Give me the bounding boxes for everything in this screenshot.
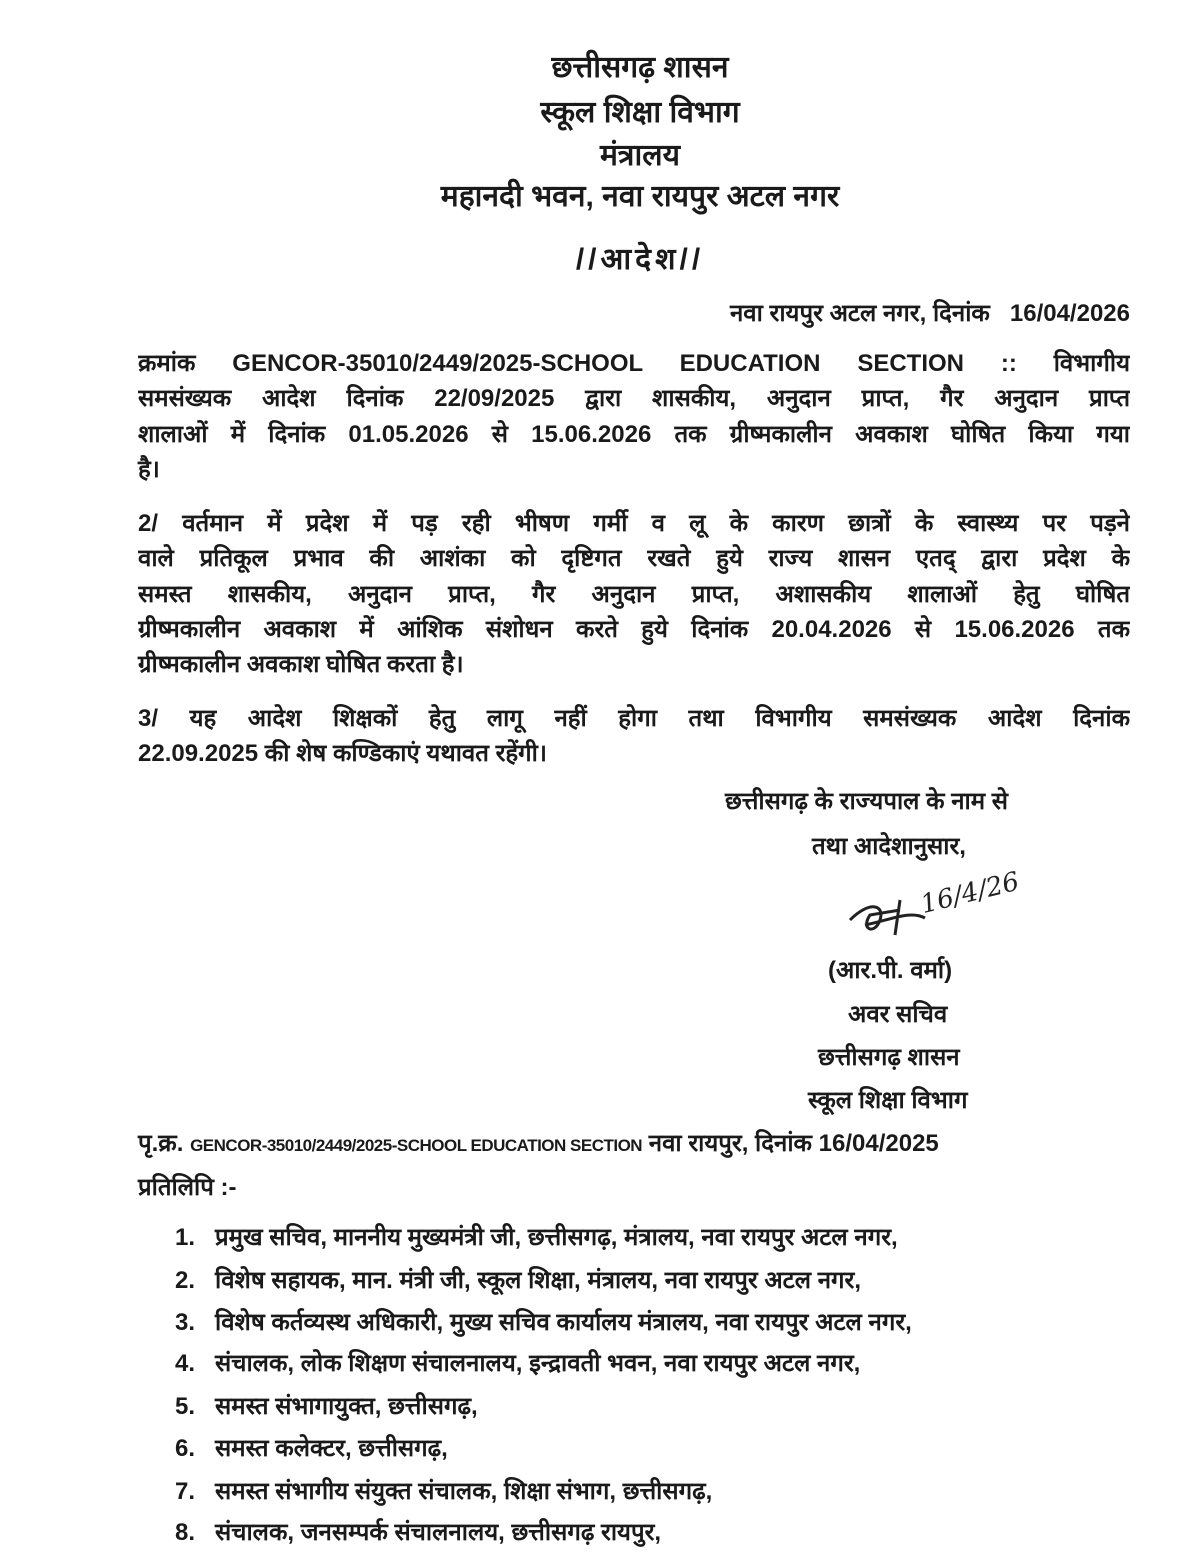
item-text: समस्त कलेक्टर, छत्तीसगढ़, [215,1435,448,1462]
authority-line-2: तथा आदेशानुसार, [812,833,966,860]
item-number: 6. [175,1435,196,1462]
signatory-designation: अवर सचिव [848,1001,948,1028]
copy-reference: GENCOR-35010/2449/2025-SCHOOL EDUCATION SECTION [190,1136,643,1155]
copy-reference-line [138,1126,1130,1159]
authority-line-1: छत्तीसगढ़ के राज्यपाल के नाम से [725,788,1008,815]
item-number: 1. [175,1224,196,1251]
para1-line: समसंख्यक आदेश दिनांक 22/09/2025 द्वारा शासकीय, अनुदान प्राप्त, गैर अनुदान प्राप्त [138,385,1130,412]
item-number: 2. [175,1267,196,1294]
para2-line: 2/ वर्तमान में प्रदेश में पड़ रही भीषण गर्मी व लू के कारण छात्रों के स्वास्थ्य पर पड़ने [138,510,1130,537]
copy-list-item [175,1431,448,1464]
header-ministry: मंत्रालय [599,139,680,172]
copy-prefix: पृ.क्र. [138,1130,184,1157]
date-line: नवा रायपुर अटल नगर, दिनांक 16/04/2026 [729,300,1130,327]
item-number: 5. [175,1393,196,1420]
header-address: महानदी भवन, नवा रायपुर अटल नगर [440,180,840,213]
copy-list-item [175,1220,898,1253]
header-department: स्कूल शिक्षा विभाग [540,96,740,129]
item-text: समस्त संभागीय संयुक्त संचालक, शिक्षा संभाग, छत्तीसगढ़, [215,1478,713,1505]
signature-date: 16/4/26 [917,866,1023,920]
signatory-name: (आर.पी. वर्मा) [828,957,953,984]
item-number: 4. [175,1350,196,1377]
copy-list-item [175,1305,912,1338]
item-number: 3. [175,1309,196,1336]
copy-list-item [175,1515,661,1548]
para2-line: ग्रीष्मकालीन अवकाश घोषित करता है। [138,651,464,678]
para1-line: क्रमांक GENCOR-35010/2449/2025-SCHOOL EDUCATION SECTION :: विभागीय [138,350,1130,377]
item-text: प्रमुख सचिव, माननीय मुख्यमंत्री जी, छत्तीसगढ़, मंत्रालय, नवा रायपुर अटल नगर, [215,1224,898,1251]
para2-line: समस्त शासकीय, अनुदान प्राप्त, गैर अनुदान प्राप्त, अशासकीय शालाओं हेतु घोषित [138,581,1130,608]
item-text: विशेष कर्तव्यस्थ अधिकारी, मुख्य सचिव कार्यालय मंत्रालय, नवा रायपुर अटल नगर, [215,1309,912,1336]
copy-list-item [175,1389,478,1422]
para1-line: शालाओं में दिनांक 01.05.2026 से 15.06.2026 तक ग्रीष्मकालीन अवकाश घोषित किया गया [138,421,1130,448]
copy-label: प्रतिलिपि :- [138,1174,237,1201]
signatory-department: स्कूल शिक्षा विभाग [808,1087,968,1114]
item-number: 7. [175,1478,196,1505]
header-government: छत्तीसगढ़ शासन [551,51,729,84]
para3-line: 22.09.2025 की शेष कण्डिकाएं यथावत रहेंगी। [138,740,547,767]
signatory-government: छत्तीसगढ़ शासन [818,1044,960,1071]
order-title: //आदेश// [575,243,705,276]
item-text: विशेष सहायक, मान. मंत्री जी, स्कूल शिक्षा, मंत्रालय, नवा रायपुर अटल नगर, [215,1267,862,1294]
item-text: समस्त संभागायुक्त, छत्तीसगढ़, [215,1393,478,1420]
copy-list-item [175,1474,712,1507]
copy-list-item [175,1263,861,1296]
item-number: 8. [175,1519,196,1546]
item-text: संचालक, जनसम्पर्क संचालनालय, छत्तीसगढ़ रायपुर, [215,1519,662,1546]
handwritten-signature [840,880,930,960]
item-text: संचालक, लोक शिक्षण संचालनालय, इन्द्रावती भवन, नवा रायपुर अटल नगर, [215,1350,861,1377]
para2-line: ग्रीष्मकालीन अवकाश में आंशिक संशोधन करते हुये दिनांक 20.04.2026 से 15.06.2026 तक [138,616,1130,643]
para2-line: वाले प्रतिकूल प्रभाव की आशंका को दृष्टिगत रखते हुये राज्य शासन एतद् द्वारा प्रदेश के [138,545,1130,572]
para1-line: है। [138,456,160,483]
para3-line: 3/ यह आदेश शिक्षकों हेतु लागू नहीं होगा तथा विभागीय समसंख्यक आदेश दिनांक [138,705,1130,732]
copy-place-date: नवा रायपुर, दिनांक 16/04/2025 [648,1130,939,1157]
copy-list-item [175,1346,860,1379]
